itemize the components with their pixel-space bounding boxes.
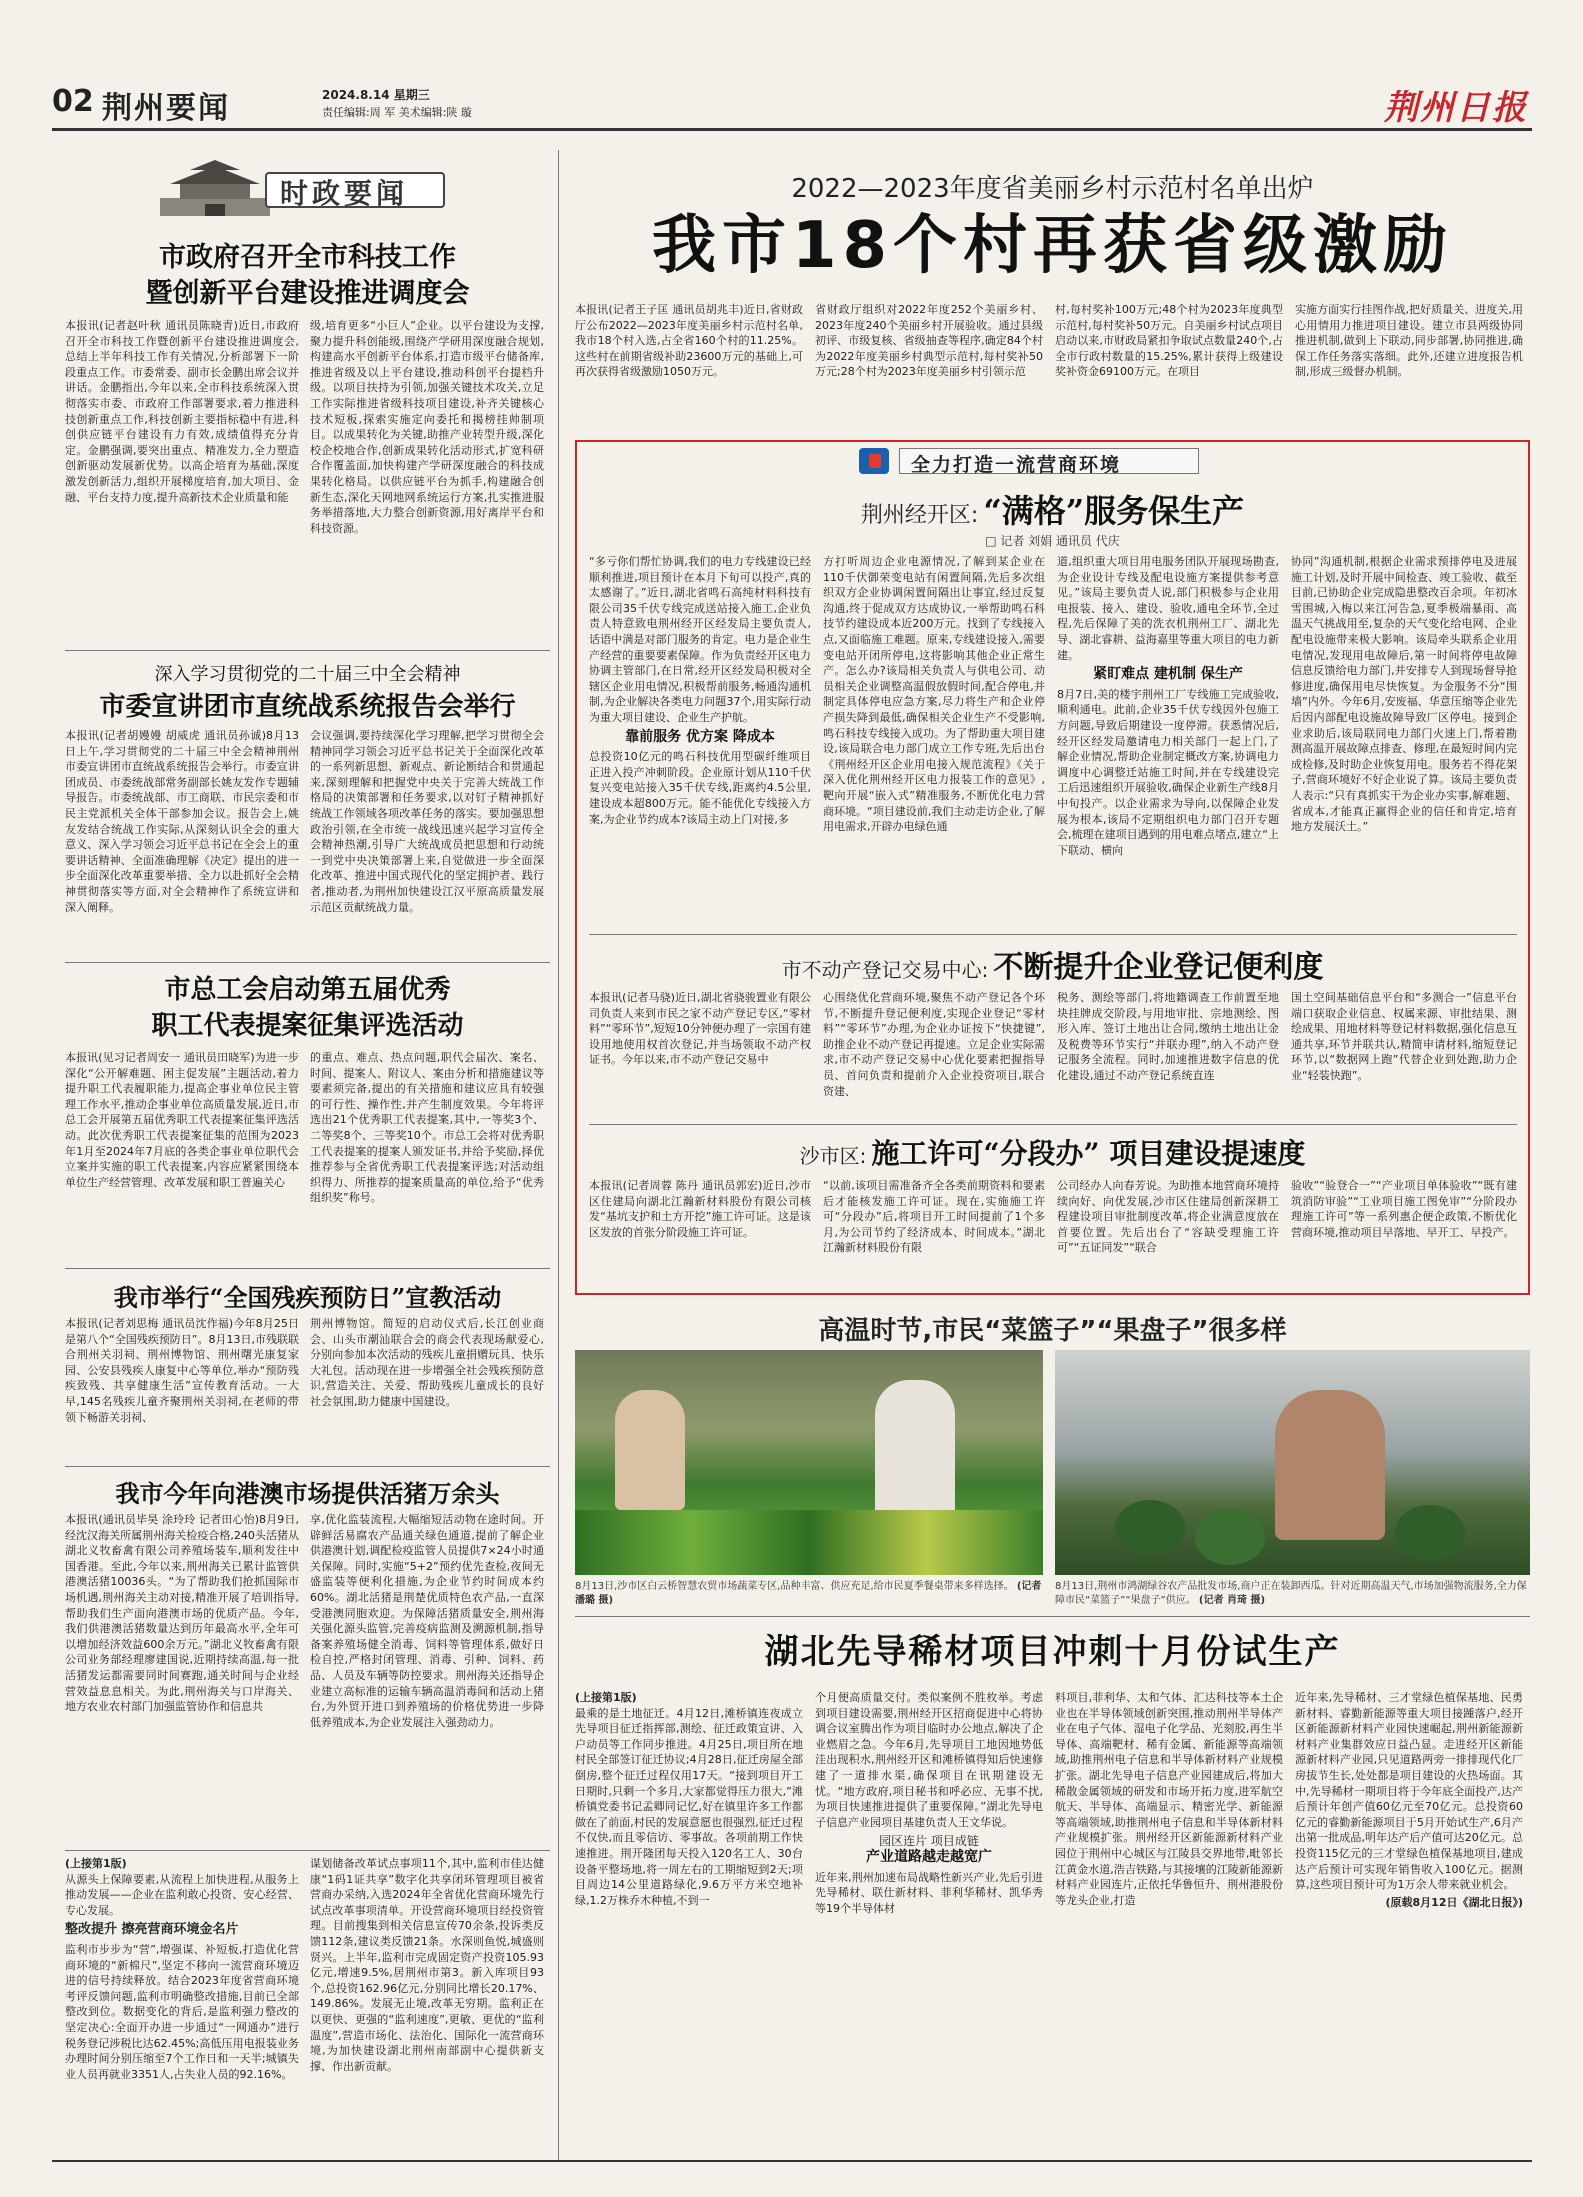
a3-col1: 本报讯(见习记者周安一 通讯员田晓军)为进一步深化“公开解难题、困主促发展”主题活动,着力提升职工代表履职能力,提高企事业单位民主管理工作水平,推动企事业单位高质量发展,近日,市总工会开展第五届优秀职工代表提案征集评选活动。此次优秀职工代表提案征集的范围为2023年1月至2024年7月底的各类企事业单位职代会立案并实施的职工代表提案,内容应紧紧围绕本单位生产经营管理、改革发展和职工普遍关心 — [65, 1051, 299, 1189]
divider — [65, 962, 550, 963]
vegetable-stall — [575, 1510, 1043, 1575]
s1-col3b-text: 8月7日,美的楼宇荆州工厂专线施工完成验收,顺利通电。此前,企业35千伏专线因外包施工方问题,导致后期建设一度停滞。获悉情况后,经开区经发局邀请电力相关部门一起上门,了解企业情况,帮助企业制定概改方案,协调电力调度中心调整迁站施工时间,并在专线建设完工后迅速组织开展验收,确保企业新生产线8月中旬投产。以企业需求为导向,以保障企业发展为根本,该局不定期组织电力部门召开专题会,梳理在建项目遇到的用电难点堵点,建立“上下联动、横向 — [1057, 687, 1279, 857]
s1-subhead-2: 紧盯难点 建机制 保生产 — [1093, 666, 1243, 683]
a7-subhead-2: 产业道路越走越宽广 — [866, 1848, 992, 1865]
s2-heading — [577, 942, 1528, 986]
a2-kicker: 深入学习贯彻党的二十届三中全会精神 — [154, 664, 461, 685]
section-title: 荆州要闻 — [102, 91, 230, 126]
a4-col2: 荆州博物馆。简短的启动仪式后,长江创业商会、山头市潮汕联合会的商会代表现场献爱心,分别向参加本次活动的残疾儿童捐赠玩具、快乐大礼包。活动现在进一步增强全社会残疾预防意识,营造关注、关爱、帮助残疾儿童成长的良好社会氛围,助力健康中国建设。 — [310, 1317, 544, 1408]
market-photo-watermelons — [1055, 1350, 1530, 1575]
a5-title: 我市今年向港澳市场提供活猪万余头 — [115, 1479, 500, 1508]
s3-kicker: 沙市区: — [799, 1144, 867, 1168]
s1-col3-text: 道,组织重大项目用电服务团队开展现场勘查,为企业设计专线及配电设施方案提供参考意见。”该局主要负责人说,部门积极参与企业用电报装、接入、建设、验收,通电全环节,全过程,先后保障了美的洗衣机荆州工厂、湖北先导、湖北睿耕、益海嘉里等重大项目的电力新建。 — [1057, 555, 1279, 662]
masthead-logo: 荆州日报 — [1384, 88, 1528, 128]
business-environment-box — [575, 440, 1530, 1295]
s1-kicker: 荆州经开区: — [860, 503, 979, 528]
watermelon-3 — [1395, 1505, 1465, 1560]
s2-title: 不断提升企业登记便利度 — [993, 950, 1324, 985]
a2-col1: 本报讯(记者胡嫚嫚 胡威虎 通讯员孙诚)8月13日上午,学习贯彻党的二十届三中全会精神荆州市委宣讲团市直统战系统报告会举行。市委宣讲团成员、市委统战部常务副部长姚友发作专题辅导报告。市委统战部、市工商联、市民宗委和市民主党派机关全体干部参加会议。报告会上,姚友发结合统战工作实际,从深刻认识全会的重大意义、深入学习领会习近平总书记在全会上的重要讲话精神、全面准确理解《决定》提出的进一步全面深化改革重要举措、全力以赴抓好全会精神贯彻落实等方面,对全会精神作了系统宣讲和深入阐释。 — [65, 729, 299, 914]
s1-col1b-text: 总投资10亿元的鸣石科技优用型碳纤维项目正进入投产冲刺阶段。企业原计划从110千伏复兴变电站接入35千伏专线,距离约4.5公里,建设成本超800万元。能不能优化专线接入方案,为企业节约成本?该局主动上门对接,多 — [589, 750, 811, 826]
issue-date: 2024.8.14 星期三 — [322, 88, 430, 102]
a2-col2: 会议强调,要持续深化学习理解,把学习贯彻全会精神同学习领会习近平总书记关于全面深化改革的一系列新思想、新观点、新论断结合和贯通起来,深刻理解和把握党中央关于完善大统战工作格局的决策部署和任务要求,以对钉子精神抓好统战工作领域各项改革任务的落实。要加强思想政治引领,在全市统一战线迅速兴起学习宣传全会精神热潮,引导广大统战成员把思想和行动统一到党中央决策部署上来,自觉做进一步全面深化改革、推进中国式现代化的坚定拥护者、践行者,推动者,为荆州加快建设江汉平原高质量发展示范区贡献统战力量。 — [310, 729, 544, 914]
badge-logo-accent — [869, 454, 881, 468]
vendor-figure — [615, 1390, 685, 1510]
a3-title — [65, 972, 550, 1044]
main-col4: 实施方面实行挂图作战,把好质量关、进度关,用心用情用力推进项目建设。建立市县两级协同推进机制,做到上下联动,同步部署,协同推进,确保工作任务落实落细。此外,还建立进度报告机制,形成三级督办机制。 — [1295, 303, 1523, 379]
s1-col3 — [1057, 554, 1279, 926]
a3-col2: 的重点、难点、热点问题,职代会届次、案名、时间、提案人、附议人、案由分析和措施建议等要素须完备,提出的有关措施和建议应具有较强的可行性、操作性,并产生制度效果。今年将评选出21个优秀职工代表提案,其中,一等奖3个、二等奖8个、三等奖10个。市总工会将对优秀职工代表提案的提案人颁发证书,并给予奖励,择优推荐参与全省优秀职工代表提案评选;对活动组织得力、所推荐的提案质量高的单位,给予“优秀组织奖”称号。 — [310, 1051, 544, 1205]
a2-title: 市委宣讲团市直统战系统报告会举行 — [99, 692, 516, 722]
s1-heading — [577, 486, 1528, 532]
a7-col3: 料项目,菲利华、太和气体、汇达科技等本土企业也在半导体领域创新突围,推动荆州半导体产业在电子气体、湿电子化学品、光刻胶,再生半导体、高端靶材、稀有金属、新能源等高端领域,助推荆州电子信息和半导体新材料产业规模扩张。湖北先导电子信息产业园建成后,将加大稀散金属领域的研发和市场开拓力度,进军航空航天、半导体、高端显示、精密光学、新能源等高端领域,助推荆州电子信息和半导体新材料产业规模扩张。荆州经开区新能源新材料产业园位于荆州中心城区与江陵县交界地带,毗邻长江黄金水道,浩吉铁路,与其接壤的江陵新能源新材料产业园连片,正依托华鲁恒升、荆州港股份等龙头企业,打造 — [1055, 1691, 1283, 1907]
divider — [65, 1850, 550, 1851]
a4-title: 我市举行“全国残疾预防日”宣教活动 — [113, 1283, 502, 1312]
s1-col2: 方打听周边企业电源情况,了解到某企业在110千伏御荣变电站有闲置间隔,先后多次组织双方企业协调闲置间隔出让事宜,经过反复沟通,终于促成双方达成协议,一举帮助鸣石科技节约建设成本近200万元。找到了专线接入点,又面临施工难题。原来,专线建设接入,需要变电站开闭所停电,这将影响其他企业正常生产。怎么办?该局相关负责人与供电公司、动员相关企业调整高温假放假时间,配合停电,并制定具体停电应急方案,尽力将生产和企业停产损失降到最低,确保相关企业生产不受影响,鸣石科技专线接入成功。为了帮助重大项目建设,该局联合电力部门成立工作专班,先后出台《荆州经开区企业用电接入规范流程》《关于深入优化荆州经开区电力报装工作的意见》,靶向开展“嵌入式”精准服务,不断优化电力营商环境。“项目建设前,我们主动走访企业,了解用电需求,开辟办电绿色通 — [823, 555, 1045, 834]
page-number: 02 — [52, 84, 94, 119]
s1-byline: □ 记者 刘娟 通讯员 代庆 — [985, 534, 1120, 548]
photo-caption-1 — [575, 1580, 1043, 1610]
a7-col2-text: 个月便高质量交付。类似案例不胜枚举。考虑到项目建设需要,荆州经开区招商促进中心将协调合议室腾出作为项目临时办公地点,解决了企业燃眉之急。今年6月,先导项目工地因地势低洼出现积水,荆州经开区和滩桥镇得知后快速修建了一道排水渠,确保项目在讯期建设无忧。“地方政府,项目秘书和呼必应、无事不扰,为项目快速推进提供了重要保障。”湖北先导电子信息产业园项目基建负责人王文华说。 — [815, 1691, 1043, 1829]
s1-col4: 协同”沟通机制,根据企业需求预排停电及进展施工计划,及时开展中间检查、竣工验收、截至目前,已协助企业完成隐患整改百余项。年初冰雪围城,入梅以来江河告急,夏季极端暴雨、高温天气挑战用至,复杂的天气变化给电网、企业配电设施带来极大影响。该局牵头联系企业用电情况,发现用电故障后,第一时间将停电故障信息反馈给电力部门,并安排专人到现场督导抢修进度,确保用电尽快恢复。为金服务不分“围墙”内外。今年6月,安废福、华意压缩等企业先后因内部配电设施故障导致厂区停电。接到企业求助后,该局联同电力部门火速上门,帮着勘测高温开展故障点排查、修理,在最短时间内完成检修,及时助企业恢复用电。服务若不得花架子,营商环境好不好企业说了算。该局主要负责人表示:“只有真抓实干为企业办实事,解难题、省成本,才能真正赢得企业的信任和肯定,培育地方发展沃土。” — [1291, 555, 1517, 834]
title-line-1: 市总工会启动第五届优秀 — [164, 975, 451, 1005]
main-kicker: 2022—2023年度省美丽乡村示范村名单出炉 — [791, 174, 1314, 204]
a7-title: 湖北先导稀材项目冲刺十月份试生产 — [764, 1632, 1341, 1672]
title-line-2: 暨创新平台建设推进调度会 — [145, 278, 470, 309]
a6-subhead: 整改提升 擦亮营商环境金名片 — [65, 1922, 239, 1938]
a5-col1: 本报讯(通讯员毕昊 涂玲玲 记者田心怡)8月9日,经沈汉海关所属荆州海关检疫合格,240头活猪从湖北义牧畜禽有限公司养殖场装车,顺利发往中国香港。至此,今年以来,荆州海关已累计监管供港澳活猪10036头。“为了帮助我们抢抓国际市场机遇,荆州海关主动对接,精准开展了培训指导,帮助我们生产面向港澳市场的优质产品。今年,我们供港澳活猪数量达到历年最高水平,全年可以增加经济效益600余万元。”湖北义牧畜禽有限公司业务部经理廖建国说,近期持续高温,每一批活猪发运都需要同时间赛跑,通关时间与企业经营效益息息相关。为此,荆州海关与口岸海关、地方农业农村部门加强监管协作和信息共 — [65, 1513, 299, 1714]
footer-rule — [52, 2160, 1532, 2162]
page-header — [52, 82, 1532, 128]
a5-col2: 享,优化监装流程,大幅缩短活动物在途时间。开辟鲜活易腐农产品通关绿色通道,提前了解企业供港澳计划,调配检疫监管人员提供7×24小时通关保障。同时,实施“5+2”预约优先查检,夜间无盛监装等便利化措施,为企业节约时间成本约60%。湖北活猪是荆楚优质特色农产品,一直深受港澳同胞欢迎。为保障活猪质量安全,荆州海关强化源头监管,完善疫病监测及溯源机制,指导备案养殖场健全消毒、饲料等管理体系,做好日检自控,严格封闭管理、消毒、引种、饲料、药品、人员及车辆等防控要求。荆州海关还指导企业建立高标准的运输车辆高温消毒间和活动上猪台,为外贸开进口到养殖场的价格优势进一步降低养殖成本,为企业发展注入强劲动力。 — [310, 1513, 544, 1729]
s2-col4: 国土空间基础信息平台和“多测合一”信息平台端口获取企业信息、权属来源、审批结果、测绘成果、用地材料等登记材料数据,强化信息互通共享,环节并联共认,精简申请材料,缩短登记环节,以“数据网上跑”代替企业到处跑,助力企业“轻装快跑”。 — [1291, 991, 1517, 1082]
s2-col2: 心围绕优化营商环境,聚焦不动产登记各个环节,不断提升登记便利度,实现企业登记“零材料”“零环节”办理,为企业办证按下“快捷键”,助推企业不动产登记再提速。立足企业实际需求,市不动产登记交易中心优化要素把握指导员、首问负责和提前介入企业投资项目,联合资建、 — [823, 991, 1045, 1098]
s3-col1: 本报讯(记者周蓉 陈丹 通讯员郭宏)近日,沙市区住建局向湖北江瀚新材料股份有限公司核发“基坑支护和土方开挖”施工许可证。这是该区发放的首张分阶段施工许可证。 — [589, 1179, 811, 1239]
worker-figure — [1275, 1390, 1385, 1540]
box-badge — [859, 442, 1239, 478]
s3-title: 施工许可“分段办” 项目建设提速度 — [871, 1137, 1306, 1170]
article-science-meeting-title — [65, 240, 550, 312]
divider — [575, 1616, 1530, 1617]
market-photo-vegetables — [575, 1350, 1043, 1575]
main-headline: 我市18个村再获省级激励 — [651, 209, 1454, 283]
main-col2: 省财政厅组织对2022年度252个美丽乡村、2023年度240个美丽乡村开展验收。通过县级初评、市级复核、省级抽查等程序,确定84个村为2022年度美丽乡村典型示范村,每村奖补50万元;28个村为2023年度美丽乡村引领示范 — [815, 303, 1043, 379]
divider — [65, 1268, 550, 1269]
header-rule — [52, 128, 1532, 131]
s2-col1: 本报讯(记者马骁)近日,湖北省骁骏置业有限公司负责人来到市民之家不动产登记专区,“零材料”“零环节”,短短10分钟便办理了一宗国有建设用地使用权首次登记,并当场领取不动产权证书。今年以来,市不动产登记交易中 — [589, 991, 811, 1067]
s1-col1-text: “多亏你们帮忙协调,我们的电力专线建设已经顺利推进,项目预计在本月下旬可以投产,真的太感谢了。”近日,湖北省鸣石高纯材料科技有限公司35千伏专线完成送站接入施工,企业负责人特意致电荆州经开区经发局主要负责人,话语中满是对部门服务的肯定。电力是企业生产经营的重要要素保障。作为负责经开区电力协调主管部门,在日常,经开区经发局积极对全辖区企业用电情况,积极帮前服务,畅通沟通机制,为企业解决各类电力问题37个,用实际行动为重大项目建设、企业生产护航。 — [589, 555, 811, 724]
caption-2-text: 8月13日,荆州市鸿湖绿谷农产品批发市场,商户正在装卸西瓜。针对近期高温天气,市场加强物流服务,全力保障市民“菜篮子”“果盘子”供应。 — [1055, 1581, 1527, 1606]
s2-col3: 税务、测绘等部门,将地籍调查工作前置至地块挂牌成交阶段,与用地审批、宗地测绘、图形入库、签订土地出让合同,缴纳土地出让金及税费等环节实行“并联办理”,纳入不动产登记服务全流程。同时,加速推进数字信息的优化建设,通过不动产登记系统直连 — [1057, 991, 1279, 1082]
a6-col1 — [65, 1856, 299, 2148]
divider — [65, 650, 550, 651]
s1-col1 — [589, 554, 811, 926]
a7-col4 — [1295, 1690, 1523, 2145]
watermelon-1 — [1115, 1500, 1185, 1555]
s3-col4: 验收”“验登合一”“产业项目单体验收”“既有建筑消防审验”“工业项目施工图免审”“分阶段办理施工许可”等一系列惠企便企政策,不断优化营商环境,推动项目早落地、早开工、早投产。 — [1291, 1179, 1517, 1239]
a6-col1b-text: 监利市步步为“营”,增强谋、补短板,打造优化营商环境的“新棉尺”,坚定不移向一流营商环境迈进的信号持续释放。结合2023年度省营商环境考评反馈问题,监利市明确整改措施,目前已全部整改到位。数据变化的背后,是监利强力整改的坚定决心:全面开办进一步通过“一网通办”进行税务登记涉税比达62.45%;高低压用电报装业务办理时间分别压缩至7个工作日和一天半;城镇失业人员再就业3351人,占失业人员的92.16%。 — [65, 1942, 299, 2081]
title-line-2: 职工代表提案征集评选活动 — [151, 1011, 464, 1041]
a7-col2 — [815, 1690, 1043, 2145]
caption-1-credit: (记者 潘璐 摄) — [575, 1581, 1042, 1606]
divider — [589, 934, 1517, 935]
s3-heading — [577, 1132, 1528, 1172]
shopper-figure — [875, 1380, 955, 1520]
a7-col2b-text: 近年来,荆州加速布局战略性新兴产业,先后引进先导稀材、联仕新材料、菲利华稀材、凯华秀等19个半导体材 — [815, 1870, 1043, 1915]
s3-col2: “以前,该项目需准备齐全各类前期资料和要素后才能核发施工许可证。现在,实施施工许可“分段办”后,将项目开工时间提前了1个多月,为公司节约了经济成本、时间成本。”湖北江瀚新材料股份有限 — [823, 1179, 1045, 1255]
s1-subhead-1: 靠前服务 优方案 降成本 — [625, 728, 775, 745]
a6-cont-label: (上接第1版) — [65, 1857, 127, 1870]
a1-col2: 级,培育更多“小巨人”企业。以平台建设为支撑,聚力提升科创能级,围绕产学研用深度融合规划,构建高水平创新平台体系,打造市级平台储备库,推进省级及以上平台建设,推动科创平台提档升级。以项目扶持为引领,加强关键技术攻关,立足工作实际推进省级科技项目建设,补齐关键核心技术短板,探索实施定向委托和揭榜挂帅制项目。以成果转化为关键,助推产业转型升级,深化校企校地合作,创新成果转化活动形式,扩宽科研合作覆盖面,加快构建产学研深度融合的科技成果转化格局。以供应链平台为抓手,构建融合创新生态,深化天网地网系统运行方案,扎实推进服务举措落地,大力整合创新资源,用好离岸平台和科技资源。 — [310, 319, 544, 535]
s3-col3: 公司经办人向春芳说。为助推本地营商环境持续向好、向优发展,沙市区住建局创新深耕工程建设项目审批制度改革,将企业满意度放在首要位置。先后出台了“容缺受理施工许可”“五证同发”“联合 — [1057, 1179, 1279, 1255]
caption-1-text: 8月13日,沙市区白云桥智慧农贸市场蔬菜专区,品种丰富、供应充足,给市民夏季餐桌带来多样选择。 — [575, 1581, 1014, 1592]
a7-source: (原载8月12日《湖北日报》) — [1385, 1895, 1523, 1909]
a7-col4-text: 近年来,先导稀材、三才堂绿色植保基地、民勇新材料、睿勤新能源等重大项目接踵落户,经开区新能源新材料产业园快速崛起,荆州新能源新材料产业集群效应日益凸显。走进经开区新能源新材料产业园,只见道路两旁一排排现代化厂房拔节生长,处处都是项目建设的火热场面。其中,先导稀材一期项目将于今年底全面投产,达产后预计年创产值60亿元至70亿元。总投资60亿元的睿勤新能源项目于5月开始试生产,6月产出第一批成品,明年达产后产值可达20亿元。总投资115亿元的三才堂绿色植保基地项目,建成达产后预计可实现年销售收入100亿元。据测算,这些项目预计可为1万余人带来就业机会。 — [1295, 1691, 1523, 1892]
badge-title: 全力打造一流营商环境 — [911, 454, 1122, 476]
photo-section-title: 高温时节,市民“菜篮子”“果盘子”很多样 — [818, 1316, 1287, 1346]
a7-col1-text: 最乘的是土地征迁。4月12日,滩桥镇连夜成立先导项目征迁指挥部,测绘、征迁政策宣讲、入户动员等工作同步推进。4月25日,项目所在地村民全部签订征迁协议;4月28日,征迁房屋全部倒房,整个征迁过程仅用17天。“接到项目开工日期时,只剩一个多月,大家都觉得压力很大,”滩桥镇党委书记孟卿同记忆,好在镇里许多工作都做在了前面,村民的发展意愿也很强烈,征迁过程不仅快,而且零信访、零事故。各项前期工作快速推进。荆开隆团每天投入120名工人、30台设备平整场地,将一周左右的工期缩短到2天;项目周边14公里道路绿化,9.6万平方米空地补绿,1.2万株乔木种植,不到一 — [575, 1706, 803, 1907]
s1-title: “满格”服务保生产 — [983, 492, 1245, 530]
banner-title: 时政要闻 — [280, 177, 409, 210]
main-col3: 村,每村奖补100万元;48个村为2023年度典型示范村,每村奖补50万元。自美丽乡村试点项目启动以来,市财政局紧扣争取试点数量240个,占全市行政村数量的15.25%,累计获得上级建设奖补资金69100万元。在项目 — [1055, 303, 1283, 379]
a6-col2: 谋划储备改革试点事项11个,其中,监利市佳达健康“1码1证共享”数字化共享闭环管理项目被省营商办采纳,入选2024年全省优化营商环境先行试点改革事项清单。开设营商环境项目经投资管理。目前搜集到相关信息宣传70余条,投诉类反馈112条,建议类反馈21条。水深则鱼悦,城盛则贤兴。上半年,监利市完成固定资产投资105.93亿元,增速9.5%,居荆州市第3。新入库项目93个,总投资162.96亿元,分别同比增长20.17%、149.86%。发展无止境,改革无穷期。监利正在以更快、更强的“监利速度”,更敏、更优的“监利温度”,营造市场化、法治化、国际化一流营商环境,为加快建设湖北荆州南部副中心提供新支撑、作出新贡献。 — [310, 1857, 544, 2073]
watermelon-2 — [1195, 1510, 1265, 1565]
a4-col1: 本报讯(记者刘思梅 通讯员沈作福)今年8月25日是第八个“全国残疾预防日”。8月13日,市残联联合荆州关羽祠、荆州博物馆、荆州曙光康复家园、公安县残疾人康复中心等单位,举办“预防残疾致残、共享健康生活”宣传教育活动。一大早,145名残疾儿童齐聚荆州关羽祠,在老师的带领下畅游关羽祠、 — [65, 1317, 299, 1424]
gate-tower-icon — [155, 158, 275, 218]
a7-cont-label: (上接第1版) — [575, 1691, 637, 1704]
divider — [589, 1124, 1517, 1125]
column-separator — [558, 150, 559, 2160]
s2-kicker: 市不动产登记交易中心: — [781, 958, 989, 982]
a6-col1-text: 从源头上保障要素,从流程上加快进程,从服务上推动发展——企业在监利敢心投资、安心经营、专心发展。 — [65, 1872, 299, 1917]
title-line-1: 市政府召开全市科技工作 — [159, 242, 456, 273]
a1-col1: 本报讯(记者赵叶秋 通讯员陈晓青)近日,市政府召开全市科技工作暨创新平台建设推进调度会,总结上半年科技工作有关情况,分析部署下一阶段重点工作。市委常委、副市长金鹏出席会议并讲话。金鹏指出,今年以来,全市科技系统深入贯彻落实市委、市政府工作部署要求,着力推进科技创新重点工作,科技创新主要指标稳中有进,科创供应链平台建设有力有效,成绩值得充分肯定。金鹏强调,要突出重点、精准发力,全力塑造创新驱动发展新优势。以高企培育为基础,深度激发创新活力,组织开展梯度培育,加大项目、金融、平台支持力度,提升高新技术企业质量和能 — [65, 319, 299, 504]
divider — [65, 1466, 550, 1467]
a7-col1 — [575, 1690, 803, 2145]
caption-2-credit: (记者 肖琦 摄) — [1198, 1595, 1266, 1606]
a7-subhead-1: 园区连片 项目成链 — [879, 1834, 979, 1849]
main-col1: 本报讯(记者王子匡 通讯员胡兆丰)近日,省财政厅公布2022—2023年度美丽乡村示范村名单,我市18个村入选,占全省160个村的11.25%。这些村在前期省级补助23600万元的基础上,可再次获得省级激励1050万元。 — [575, 303, 803, 379]
editors: 责任编辑:周 军 美术编辑:陕 璇 — [322, 106, 472, 119]
photo-caption-2 — [1055, 1580, 1530, 1610]
column-banner — [155, 158, 450, 218]
